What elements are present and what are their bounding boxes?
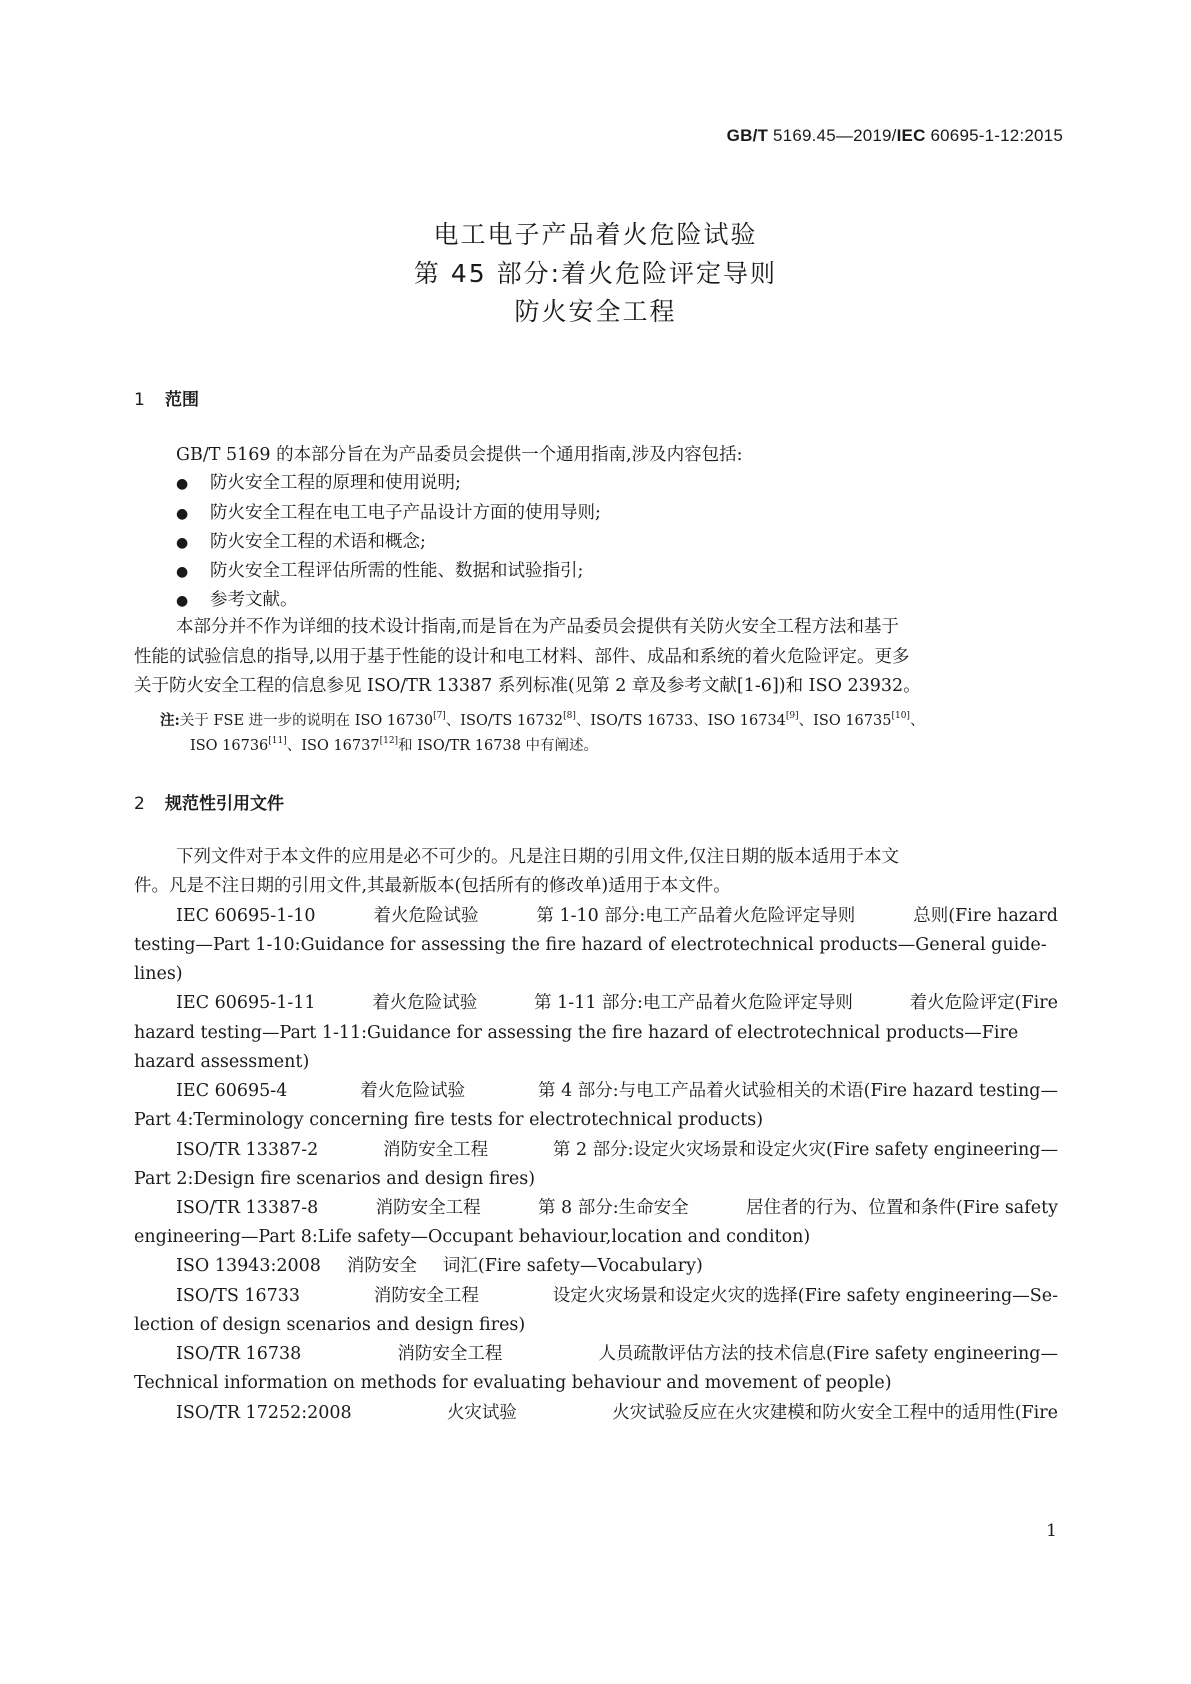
reference-entry: IEC 60695-1-10 着火危险试验 第 1-10 部分:电工产品着火危险评定导则 总则(Fire hazard: [176, 906, 1058, 926]
section-1-para-2-line-1: 本部分并不作为详细的技术设计指南,而是旨在为产品委员会提供有关防火安全工程方法和基于: [176, 617, 900, 637]
reference-entry: ISO/TR 17252:2008 火灾试验 火灾试验反应在火灾建模和防火安全工程中的适用性(Fire: [176, 1403, 1058, 1423]
reference-entry-line: testing—Part 1-10:Guidance for assessing the fire hazard of electrotechnical products—General guide-: [134, 935, 1047, 955]
page-number: 1: [1046, 1521, 1057, 1541]
list-item: ● 防火安全工程的术语和概念;: [176, 532, 426, 552]
reference-entry-line: Part 2:Design fire scenarios and design fires): [134, 1169, 536, 1189]
title-line-1: 电工电子产品着火危险试验: [433, 220, 758, 249]
reference-entry: IEC 60695-1-11 着火危险试验 第 1-11 部分:电工产品着火危险评定导则 着火危险评定(Fire: [176, 993, 1058, 1013]
section-2-heading: 2 规范性引用文件: [134, 794, 284, 814]
bullet-icon: ●: [176, 476, 189, 492]
list-item: ● 参考文献。: [176, 590, 298, 610]
section-1-note-line-2: ISO 16736[11]、ISO 16737[12]和 ISO/TR 16738 中有阐述。: [190, 736, 599, 754]
list-item: ● 防火安全工程评估所需的性能、数据和试验指引;: [176, 561, 584, 581]
bullet-icon: ●: [176, 564, 189, 580]
section-2-intro-line-2: 件。凡是不注日期的引用文件,其最新版本(包括所有的修改单)适用于本文件。: [134, 876, 731, 896]
reference-entry-line: lection of design scenarios and design fires): [134, 1315, 526, 1335]
standard-code: GB/T 5169.45—2019/IEC 60695-1-12:2015: [726, 126, 1063, 145]
section-1-para-2-line-2: 性能的试验信息的指导,以用于基于性能的设计和电工材料、部件、成品和系统的着火危险评定。更多: [134, 647, 910, 667]
title-line-3: 防火安全工程: [514, 297, 677, 326]
reference-entry-line: lines): [134, 964, 183, 984]
reference-entry-line: hazard testing—Part 1-11:Guidance for assessing the fire hazard of electrotechnical products—Fire: [134, 1023, 1019, 1043]
section-1-para-2-line-3: 关于防火安全工程的信息参见 ISO/TR 13387 系列标准(见第 2 章及参考文献[1-6])和 ISO 23932。: [134, 676, 921, 696]
section-1-intro: GB/T 5169 的本部分旨在为产品委员会提供一个通用指南,涉及内容包括:: [176, 445, 743, 465]
reference-entry: ISO/TS 16733 消防安全工程 设定火灾场景和设定火灾的选择(Fire safety engineering—Se-: [176, 1286, 1058, 1306]
reference-entry: ISO/TR 13387-8 消防安全工程 第 8 部分:生命安全 居住者的行为、位置和条件(Fire safety: [176, 1198, 1058, 1218]
bullet-icon: ●: [176, 593, 189, 609]
reference-entry: ISO/TR 16738 消防安全工程 人员疏散评估方法的技术信息(Fire safety engineering—: [176, 1344, 1058, 1364]
section-2-intro-line-1: 下列文件对于本文件的应用是必不可少的。凡是注日期的引用文件,仅注日期的版本适用于本文: [176, 847, 900, 867]
reference-entry-line: Part 4:Terminology concerning fire tests for electrotechnical products): [134, 1110, 764, 1130]
section-1-heading: 1 范围: [134, 390, 199, 410]
reference-entry: ISO/TR 13387-2 消防安全工程 第 2 部分:设定火灾场景和设定火灾(Fire safety engineering—: [176, 1140, 1058, 1160]
list-item: ● 防火安全工程的原理和使用说明;: [176, 473, 461, 493]
title-line-2: 第 45 部分:着火危险评定导则: [413, 259, 778, 288]
note-label: 注:: [160, 712, 180, 729]
reference-entry: ISO 13943:2008 消防安全 词汇(Fire safety—Vocabulary): [176, 1256, 703, 1276]
bullet-icon: ●: [176, 506, 189, 522]
reference-entry-line: Technical information on methods for evaluating behaviour and movement of people): [134, 1373, 892, 1393]
list-item: ● 防火安全工程在电工电子产品设计方面的使用导则;: [176, 503, 601, 523]
reference-entry-line: hazard assessment): [134, 1052, 310, 1072]
reference-entry: IEC 60695-4 着火危险试验 第 4 部分:与电工产品着火试验相关的术语(Fire hazard testing—: [176, 1081, 1058, 1101]
bullet-icon: ●: [176, 535, 189, 551]
reference-entry-line: engineering—Part 8:Life safety—Occupant behaviour,location and conditon): [134, 1227, 811, 1247]
section-1-note: 注:关于 FSE 进一步的说明在 ISO 16730[7]、ISO/TS 16732[8]、ISO/TS 16733、ISO 16734[9]、ISO 16735[10]、: [160, 711, 925, 729]
